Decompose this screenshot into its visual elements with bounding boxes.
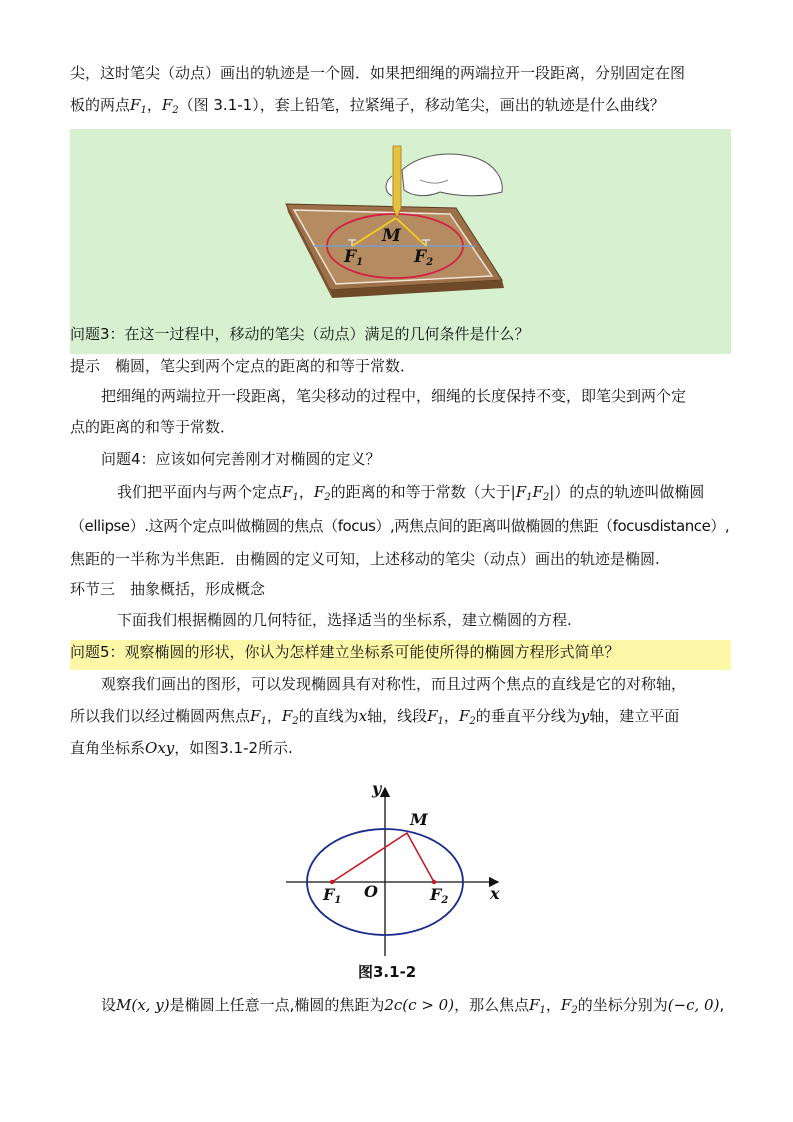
def-f2-subscript: 2 (324, 492, 331, 503)
definition-line3: 焦距的一半称为半焦距．由椭圆的定义可知，上述移动的笔尖（动点）画出的轨迹是椭圆. (70, 550, 660, 568)
y-axis-variable: y (580, 707, 590, 725)
para4-f2b (459, 707, 476, 725)
fig2-f2-letter: F (430, 885, 442, 904)
last-f2-letter: F (560, 996, 572, 1014)
oxy-coordinate-system: Oxy (145, 739, 175, 757)
para4-text-d: 的垂直平分线为 (475, 707, 581, 725)
definition-text-c: ）的点的轨迹叫做椭圆 (554, 483, 705, 501)
para4-f1b (427, 707, 444, 725)
p4-f2b-letter: F (458, 707, 470, 725)
definition-separator: ， (298, 483, 314, 501)
para4-text-f: 直角坐标系 (70, 739, 146, 757)
focal-distance-2c: 2c (384, 996, 403, 1014)
para2-line1: 把细绳的两端拉开一段距离，笔尖移动的过程中，细绳的长度保持不变，即笔尖到两个定 (101, 387, 687, 405)
para4-f1 (250, 707, 267, 725)
last-text-e: , (719, 996, 725, 1014)
p4-f2b-subscript: 2 (469, 716, 476, 727)
abs-sub2: 2 (542, 492, 550, 503)
figure2-label-m: M (410, 810, 428, 829)
p4-f1b-letter: F (427, 707, 438, 725)
para1-line2 (70, 94, 665, 116)
definition-f2 (314, 483, 331, 501)
figure2-label-o: O (364, 882, 378, 901)
p4-f1-letter: F (250, 707, 261, 725)
p4-f2-subscript: 2 (292, 716, 299, 727)
last-text-c: ，那么焦点 (454, 996, 530, 1014)
para1-text-a: 板的两点 (70, 96, 131, 114)
figure2-label-f2 (430, 884, 448, 906)
last-f2-subscript: 2 (571, 1005, 578, 1016)
definition-text-a: 我们把平面内与两个定点 (117, 483, 283, 501)
last-line (101, 994, 724, 1016)
para1-text-b: （图 3.1-1），套上铅笔，拉紧绳子，移动笔尖，画出的轨迹是什么曲线？ (178, 96, 665, 114)
last-text-b: 是椭圆上任意一点,椭圆的焦距为 (169, 996, 385, 1014)
last-f1-subscript: 1 (539, 1005, 546, 1016)
p4-f2-letter: F (281, 707, 293, 725)
definition-line2: （ellipse）.这两个定点叫做椭圆的焦点（focus）,两焦点间的距离叫做椭圆的焦距（focusdistance）, (70, 517, 730, 535)
f1-letter: F (130, 96, 141, 114)
definition-line1 (117, 481, 704, 503)
p4-f1b-subscript: 1 (437, 716, 444, 727)
para2-line2: 点的距离的和等于常数． (70, 418, 236, 436)
def-f2-letter: F (313, 483, 325, 501)
section-3-heading: 环节三 抽象概括，形成概念 (70, 580, 266, 598)
para4-f2 (282, 707, 299, 725)
last-f2 (561, 996, 578, 1014)
para1-line1: 尖，这时笔尖（动点）画出的轨迹是一个圆．如果把细绳的两端拉开一段距离，分别固定在图 (70, 64, 686, 82)
figure2-label-y: y (372, 779, 382, 798)
para3: 下面我们根据椭圆的几何特征，选择适当的坐标系，建立椭圆的方程. (117, 611, 572, 629)
abs-sub1: 1 (526, 492, 533, 503)
def-f1-subscript: 1 (292, 492, 299, 503)
point-m-coords: (x, y) (131, 996, 170, 1014)
p4-f1-subscript: 1 (260, 716, 267, 727)
question-5: 问题5：观察椭圆的形状，你认为怎样建立坐标系可能使所得的椭圆方程形式简单？ (70, 643, 620, 661)
last-text-d: 的坐标分别为 (577, 996, 668, 1014)
para4-line1: 观察我们画出的图形，可以发现椭圆具有对称性，而且过两个焦点的直线是它的对称轴， (101, 675, 687, 693)
figure2-ellipse-diagram (280, 778, 510, 958)
figure1-f1-subscript: 1 (356, 257, 364, 268)
figure2-label-f1 (323, 884, 341, 906)
last-text-a: 设 (101, 996, 117, 1014)
f2-letter: F (161, 96, 173, 114)
focus-f2 (162, 96, 179, 114)
abs-open: |F (510, 483, 527, 501)
para4-sep2: ， (443, 707, 459, 725)
para4-text-b: 的直线为 (298, 707, 359, 725)
condition-c-positive: (c > 0) (402, 996, 455, 1014)
definition-text-b: 的距离的和等于常数（大于 (330, 483, 511, 501)
figure1-label-m: M (382, 226, 401, 246)
question-4: 问题4：应该如何完善刚才对椭圆的定义？ (101, 450, 381, 468)
fig2-f1-letter: F (323, 885, 335, 904)
separator: ， (146, 96, 162, 114)
def-f1-letter: F (282, 483, 293, 501)
last-f1 (529, 996, 546, 1014)
para4-text-g: ，如图3.1-2所示. (174, 739, 293, 757)
abs-close: | (549, 483, 555, 501)
question-3: 问题3：在这一过程中，移动的笔尖（动点）满足的几何条件是什么？ (70, 325, 530, 343)
figure2-focal-segments (332, 833, 434, 882)
f1-coordinate: (−c, 0) (667, 996, 720, 1014)
para4-sep1: ， (266, 707, 282, 725)
figure2-label-x: x (490, 884, 500, 903)
figure1-f2-letter: F (414, 247, 427, 267)
abs-mid: F (532, 483, 543, 501)
figure2-caption: 图3.1-2 (358, 963, 417, 981)
x-axis-variable: x (358, 707, 368, 725)
focus-f1 (130, 96, 147, 114)
figure1-label-f2 (414, 246, 433, 268)
para4-text-c: 轴，线段 (367, 707, 428, 725)
para4-text-a: 所以我们以经过椭圆两焦点 (70, 707, 251, 725)
fig2-f1-subscript: 1 (334, 895, 342, 906)
last-separator: ， (545, 996, 561, 1014)
para4-line3 (70, 737, 293, 759)
f2-subscript: 2 (172, 105, 179, 116)
f1-subscript: 1 (140, 105, 147, 116)
focal-distance-abs (511, 483, 555, 501)
hint-text: 提示 椭圆，笔尖到两个定点的距离的和等于常数． (70, 357, 416, 375)
point-m: M (116, 996, 132, 1014)
fig2-f2-subscript: 2 (441, 895, 449, 906)
para4-line2 (70, 705, 679, 727)
figure1-label-f1 (344, 246, 363, 268)
figure1-f2-subscript: 2 (426, 257, 434, 268)
definition-f1 (282, 483, 299, 501)
para4-text-e: 轴，建立平面 (589, 707, 680, 725)
last-f1-letter: F (529, 996, 540, 1014)
figure1-f1-letter: F (344, 247, 357, 267)
